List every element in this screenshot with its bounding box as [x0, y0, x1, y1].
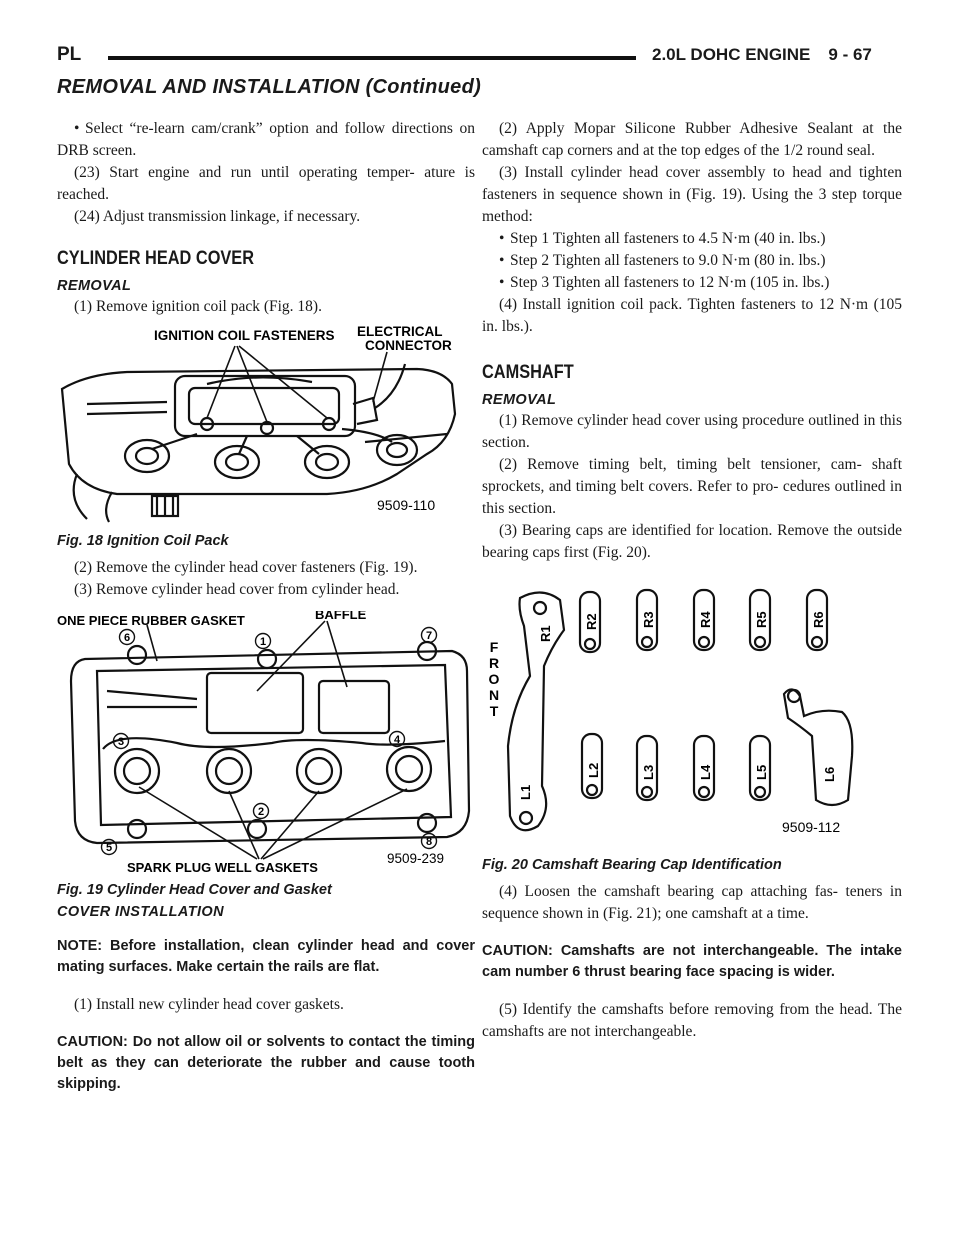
left-column	[57, 118, 475, 1111]
cover-install-title: COVER INSTALLATION	[57, 904, 224, 920]
fig20-r-labels	[538, 611, 826, 642]
install-step-1: (1) Install new cylinder head cover gaskets.	[74, 996, 344, 1013]
header-section-code: PL	[57, 44, 82, 65]
fig-19-caption: Fig. 19 Cylinder Head Cover and Gasket	[57, 882, 332, 898]
torque-step-3	[482, 272, 902, 294]
cap-label-l2: L2	[586, 762, 601, 778]
torque-step-2	[482, 250, 902, 272]
front-label	[489, 639, 500, 719]
caution-camshafts: CAUTION: Camshafts are not interchangeable. The intake cam number 6 thrust bearing face spacing is wider.	[482, 943, 902, 980]
fastener-number-3: 3	[117, 736, 125, 748]
right-column	[482, 118, 902, 1043]
header-rule	[108, 56, 636, 60]
front-letter-o: O	[488, 671, 500, 687]
install-step-2: (2) Apply Mopar Silicone Rubber Adhesive Sealant at the camshaft cap corners and at the top edges of the 1/2 round seal.	[482, 120, 902, 159]
fig20-l-labels	[518, 763, 837, 800]
fig20-code: 9509-112	[782, 819, 841, 835]
front-letter-t: T	[489, 703, 499, 719]
install-step-4: (4) Install ignition coil pack. Tighten fasteners to 12 N·m (105 in. lbs.).	[482, 296, 902, 335]
cam-step-2: (2) Remove timing belt, timing belt tensioner, cam- shaft sprockets, and timing belt covers. Refer to pro- cedures outlined in this section.	[482, 456, 902, 517]
cap-label-l6: L6	[822, 766, 837, 782]
cam-step-3: (3) Bearing caps are identified for location. Remove the outside bearing caps first (Fig. 20).	[482, 522, 902, 561]
fig19-label-plug-gaskets: SPARK PLUG WELL GASKETS	[127, 860, 318, 873]
install-step-3: (3) Install cylinder head cover assembly to head and tighten fasteners in sequence shown in (Fig. 19). Using the 3 step torque method:	[482, 164, 902, 225]
section-header: REMOVAL AND INSTALLATION (Continued)	[57, 76, 482, 98]
removal-title: REMOVAL	[57, 278, 132, 294]
fastener-number-6: 6	[123, 632, 131, 644]
cam-step-4: (4) Loosen the camshaft bearing cap attaching fas- teners in sequence shown in (Fig. 21); one camshaft at a time.	[482, 883, 902, 922]
bullet-icon: •	[499, 252, 505, 269]
fig-20-bearing-caps	[482, 586, 902, 873]
cylinder-head-cover-title: CYLINDER HEAD COVER	[57, 248, 255, 269]
fig-18-ignition-coil-pack	[57, 324, 475, 549]
cap-label-l1: L1	[518, 784, 533, 800]
cap-label-r3: R3	[641, 611, 656, 628]
camshaft-title: CAMSHAFT	[482, 362, 574, 383]
removal-step-1: (1) Remove ignition coil pack (Fig. 18).	[74, 298, 322, 315]
torque-step-3-text: Step 3 Tighten all fasteners to 12 N·m (105 in. lbs.)	[510, 274, 830, 291]
fig18-label-connector-1: ELECTRICAL	[357, 324, 443, 339]
fastener-number-1: 1	[259, 636, 267, 648]
cap-label-r5: R5	[754, 611, 769, 628]
fig-20-illustration	[482, 586, 902, 848]
fig19-label-gasket: ONE PIECE RUBBER GASKET	[57, 613, 245, 628]
cap-label-r4: R4	[698, 611, 713, 628]
fastener-number-7: 7	[425, 630, 433, 642]
removal-step-2: (2) Remove the cylinder head cover fasteners (Fig. 19).	[74, 559, 418, 576]
fig-19-illustration	[57, 611, 475, 873]
cam-step-5: (5) Identify the camshafts before removing from the head. The camshafts are not interchangeable.	[482, 1001, 902, 1040]
torque-step-1-text: Step 1 Tighten all fasteners to 4.5 N·m (40 in. lbs.)	[510, 230, 826, 247]
header-engine-title: 2.0L DOHC ENGINE	[652, 45, 811, 64]
intro-bullet	[57, 118, 475, 162]
fig18-code: 9509-110	[377, 497, 436, 513]
cap-label-r6: R6	[811, 611, 826, 628]
step-24: (24) Adjust transmission linkage, if necessary.	[74, 208, 361, 225]
torque-step-1	[482, 228, 902, 250]
fig18-label-fasteners: IGNITION COIL FASTENERS	[154, 328, 335, 343]
fig-19-cylinder-head-cover	[57, 611, 475, 898]
cam-step-1: (1) Remove cylinder head cover using procedure outlined in this section.	[482, 412, 902, 451]
bullet-icon: •	[499, 230, 505, 247]
torque-step-2-text: Step 2 Tighten all fasteners to 9.0 N·m (80 in. lbs.)	[510, 252, 826, 269]
cap-label-l3: L3	[641, 764, 656, 780]
bullet-icon: •	[499, 274, 505, 291]
fig-18-illustration	[57, 324, 475, 524]
cap-label-r2: R2	[584, 613, 599, 630]
front-letter-r: R	[488, 655, 500, 671]
cap-label-l5: L5	[754, 764, 769, 780]
removal-step-3: (3) Remove cylinder head cover from cylinder head.	[74, 581, 400, 598]
cap-label-r1: R1	[538, 625, 553, 642]
page-number: 9 - 67	[828, 45, 872, 64]
fig18-label-connector-2: CONNECTOR	[365, 338, 452, 353]
fig19-code: 9509-239	[387, 851, 445, 866]
fastener-number-8: 8	[425, 836, 433, 848]
header-title	[652, 45, 872, 65]
step-23: (23) Start engine and run until operating temper- ature is reached.	[57, 164, 475, 203]
caution-timing-belt: CAUTION: Do not allow oil or solvents to contact the timing belt as they can deteriorate the rubber and cause tooth skipping.	[57, 1034, 475, 1092]
fastener-number-4: 4	[393, 734, 401, 746]
camshaft-removal-title: REMOVAL	[482, 392, 557, 408]
fastener-number-5: 5	[105, 842, 113, 854]
fig-20-caption: Fig. 20 Camshaft Bearing Cap Identification	[482, 857, 782, 873]
fig19-label-baffle: BAFFLE	[315, 611, 367, 622]
fig-18-caption: Fig. 18 Ignition Coil Pack	[57, 533, 229, 549]
front-letter-f: F	[489, 639, 499, 655]
fastener-number-2: 2	[257, 806, 265, 818]
front-letter-n: N	[488, 687, 500, 703]
cap-label-l4: L4	[698, 764, 713, 780]
note-clean-surfaces: NOTE: Before installation, clean cylinder head and cover mating surfaces. Make certain the rails are flat.	[57, 938, 475, 975]
intro-bullet-text: Select “re-learn cam/crank” option and follow directions on DRB screen.	[57, 120, 475, 159]
bullet-icon: •	[74, 120, 80, 137]
